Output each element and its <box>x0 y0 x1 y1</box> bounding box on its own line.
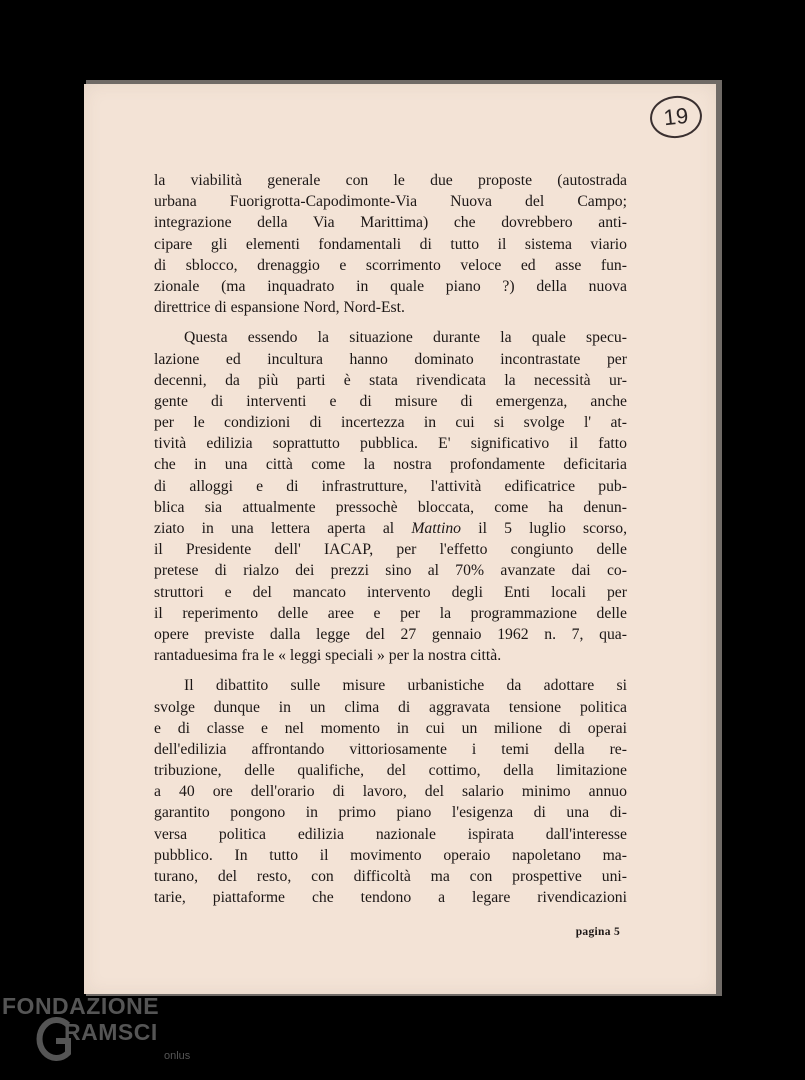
text-line: urbana Fuorigrotta-Capodimonte-Via Nuova del Campo; <box>154 193 627 211</box>
text-line: tarie, piattaforme che tendono a legare rivendicazioni <box>154 889 627 907</box>
text-line: il Presidente dell' IACAP, per l'effetto congiunto delle <box>154 541 627 559</box>
text-line: che in una città come la nostra profondamente deficitaria <box>154 456 627 474</box>
text-line: svolge dunque in un clima di aggravata tensione politica <box>154 698 627 716</box>
text-line: e di classe e nel momento in cui un milione di operai <box>154 719 627 737</box>
page-number-stamp: 19 <box>648 93 704 140</box>
text-line: rantaduesima fra le « leggi speciali » per la nostra città. <box>154 647 502 665</box>
text-line: turano, del resto, con difficoltà ma con prospettive uni- <box>154 868 627 885</box>
text-line: per le condizioni di incertezza in cui si svolge l' at- <box>154 414 627 432</box>
logo-subtitle: onlus <box>164 1050 191 1062</box>
text-line: versa politica edilizia nazionale ispirata dall'interesse <box>154 825 627 843</box>
text-line: gente di interventi e di misure di emergenza, anche <box>154 392 627 410</box>
text-line: Il dibattito sulle misure urbanistiche da adottare si <box>184 677 627 695</box>
text-line: decenni, da più parti è stata rivendicata la necessità ur- <box>154 371 627 389</box>
text-line: lazione ed incultura hanno dominato incontrastate per <box>154 350 627 368</box>
text-line: di sblocco, drenaggio e scorrimento veloce ed asse fun- <box>154 256 627 274</box>
body-text <box>154 170 627 917</box>
text-line: cipare gli elementi fondamentali di tutto il sistema viario <box>154 235 627 253</box>
fondazione-gramsci-logo <box>2 993 202 1073</box>
text-line: pretese di rialzo dei prezzi sino al 70% avanzate dai co- <box>154 562 627 580</box>
text-line: tività edilizia soprattutto pubblica. E' significativo il fatto <box>154 435 627 453</box>
text-line: ziato in una lettera aperta al Mattino il 5 luglio scorso, <box>154 520 627 537</box>
text-line: dell'edilizia affrontando vittoriosamente i temi della re- <box>154 740 627 758</box>
text-line: Questa essendo la situazione durante la quale specu- <box>184 329 627 347</box>
text-line: opere previste dalla legge del 27 gennaio 1962 n. 7, qua- <box>154 625 627 643</box>
text-line: pubblico. In tutto il movimento operaio napoletano ma- <box>154 846 627 864</box>
document-page <box>84 84 716 994</box>
text-line: zionale (ma inquadrato in quale piano ?) della nuova <box>154 277 627 295</box>
page-footer: pagina 5 <box>575 926 620 938</box>
logo-line-1: FONDAZIONE <box>2 993 160 1019</box>
text-line: tribuzione, delle qualifiche, del cottimo, della limitazione <box>154 762 627 780</box>
text-line: di alloggi e di infrastrutture, l'attività edificatrice pub- <box>154 477 627 495</box>
text-line: integrazione della Via Marittima) che dovrebbero anti- <box>154 214 627 232</box>
text-line: struttori e del mancato intervento degli Enti locali per <box>154 583 627 601</box>
text-line: blica sia attualmente pressochè bloccata, come ha denun- <box>154 498 627 516</box>
text-line: direttrice di espansione Nord, Nord-Est. <box>154 299 405 317</box>
paragraph-1 <box>154 170 627 318</box>
text-line: il reperimento delle aree e per la programmazione delle <box>154 604 627 622</box>
paragraph-2 <box>154 327 627 666</box>
logo-line-2: RAMSCI <box>64 1019 158 1045</box>
text-line: a 40 ore dell'orario di lavoro, del salario minimo annuo <box>154 783 627 801</box>
paragraph-3 <box>154 675 627 908</box>
text-line: garantito pongono in primo piano l'esigenza di una di- <box>154 804 627 822</box>
text-line: la viabilità generale con le due proposte (autostrada <box>154 172 627 189</box>
